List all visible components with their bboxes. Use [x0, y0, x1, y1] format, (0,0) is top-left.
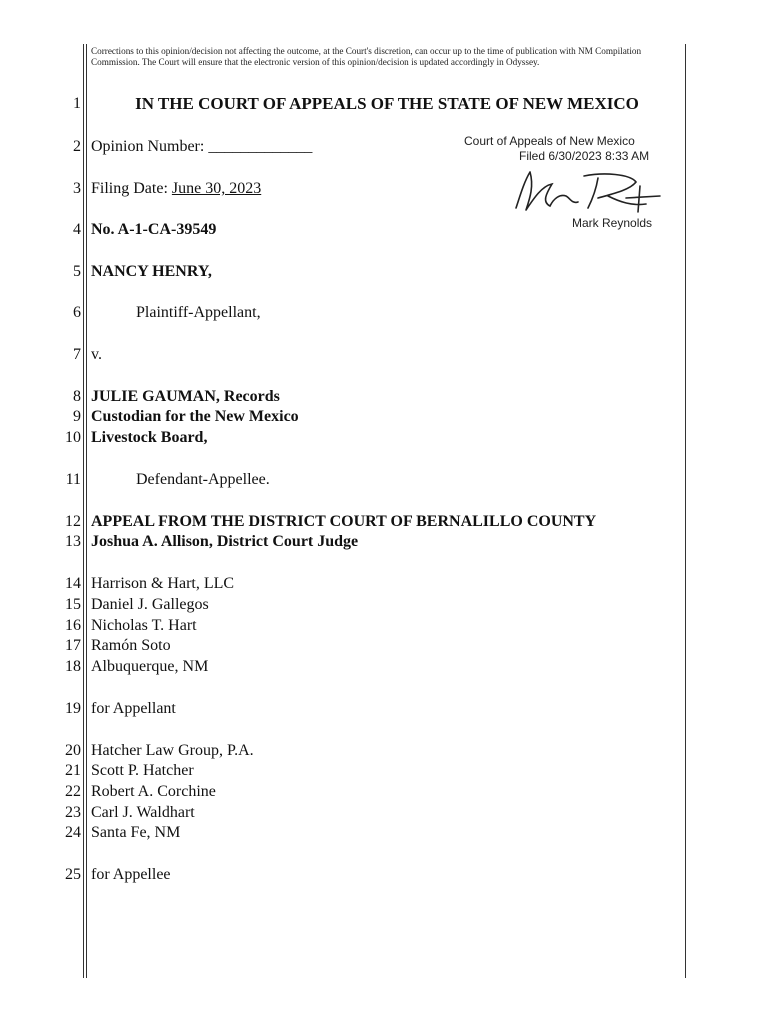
line-number: 5: [73, 263, 81, 280]
line-number: 1: [73, 95, 81, 112]
appellee-counsel: Hatcher Law Group, P.A.: [91, 742, 254, 759]
filing-date: [91, 179, 261, 199]
filing-date-value: June 30, 2023: [171, 180, 262, 197]
appellee-counsel: Robert A. Corchine: [91, 783, 216, 800]
stamp-court: Court of Appeals of New Mexico: [464, 134, 635, 148]
line-number: 23: [65, 804, 81, 821]
line-number: 10: [65, 429, 81, 446]
line-number: 6: [73, 304, 81, 321]
defendant-name: JULIE GAUMAN, Records: [91, 388, 280, 405]
line-number: 19: [65, 700, 81, 717]
left-margin-rule: [83, 44, 84, 978]
stamp-signer: Mark Reynolds: [572, 216, 653, 230]
line-number: 20: [65, 742, 81, 759]
appellant-counsel: Albuquerque, NM: [91, 658, 209, 675]
defendant-name: Livestock Board,: [91, 429, 208, 446]
line-number: 14: [65, 575, 81, 592]
line-number: 13: [65, 533, 81, 550]
stamp-filed: Filed 6/30/2023 8:33 AM: [519, 149, 650, 163]
appellee-counsel: Scott P. Hatcher: [91, 762, 194, 779]
line-number: 24: [65, 824, 81, 841]
appellant-counsel: Harrison & Hart, LLC: [91, 575, 235, 592]
line-number: 16: [65, 617, 81, 634]
case-number: No. A-1-CA-39549: [91, 221, 217, 238]
filing-date-label: Filing Date:: [91, 180, 172, 197]
appellant-counsel: Daniel J. Gallegos: [91, 596, 209, 613]
line-number: 3: [73, 180, 81, 197]
opinion-number: Opinion Number: _____________: [91, 138, 313, 155]
appellant-counsel: Nicholas T. Hart: [91, 617, 197, 634]
right-margin-rule: [685, 44, 686, 978]
line-number: 21: [65, 762, 81, 779]
appellee-counsel: Carl J. Waldhart: [91, 804, 195, 821]
line-number: 12: [65, 513, 81, 530]
for-appellee: for Appellee: [91, 866, 171, 883]
line-number: 4: [73, 221, 81, 238]
defendant-role: Defendant-Appellee.: [136, 471, 270, 488]
line-number: 18: [65, 658, 81, 675]
plaintiff-role: Plaintiff-Appellant,: [136, 304, 261, 321]
defendant-name: Custodian for the New Mexico: [91, 408, 299, 425]
signature-image: [512, 168, 662, 216]
line-number: 22: [65, 783, 81, 800]
line-number: 2: [73, 138, 81, 155]
district-judge: Joshua A. Allison, District Court Judge: [91, 533, 359, 550]
line-number: 25: [65, 866, 81, 883]
line-number: 11: [65, 471, 81, 488]
court-heading: IN THE COURT OF APPEALS OF THE STATE OF NEW MEXICO: [135, 94, 639, 113]
line-number: 8: [73, 388, 81, 405]
corrections-notice: Corrections to this opinion/decision not affecting the outcome, at the Court's discretion, can occur up to the time of publication with NM Compilation Commission. The Court will ensure that the electronic version of this opinion/decision is updated accordingly in Odyssey.: [91, 46, 642, 67]
versus: v.: [91, 346, 102, 363]
line-number: 15: [65, 596, 81, 613]
plaintiff-name: NANCY HENRY,: [91, 263, 212, 280]
appellee-counsel: Santa Fe, NM: [91, 824, 181, 841]
line-number: 7: [73, 346, 81, 363]
left-margin-rule-inner: [86, 44, 87, 978]
appeal-heading: APPEAL FROM THE DISTRICT COURT OF BERNALILLO COUNTY: [91, 513, 597, 530]
for-appellant: for Appellant: [91, 700, 176, 717]
line-number: 17: [65, 637, 81, 654]
line-number: 9: [73, 408, 81, 425]
appellant-counsel: Ramón Soto: [91, 637, 171, 654]
